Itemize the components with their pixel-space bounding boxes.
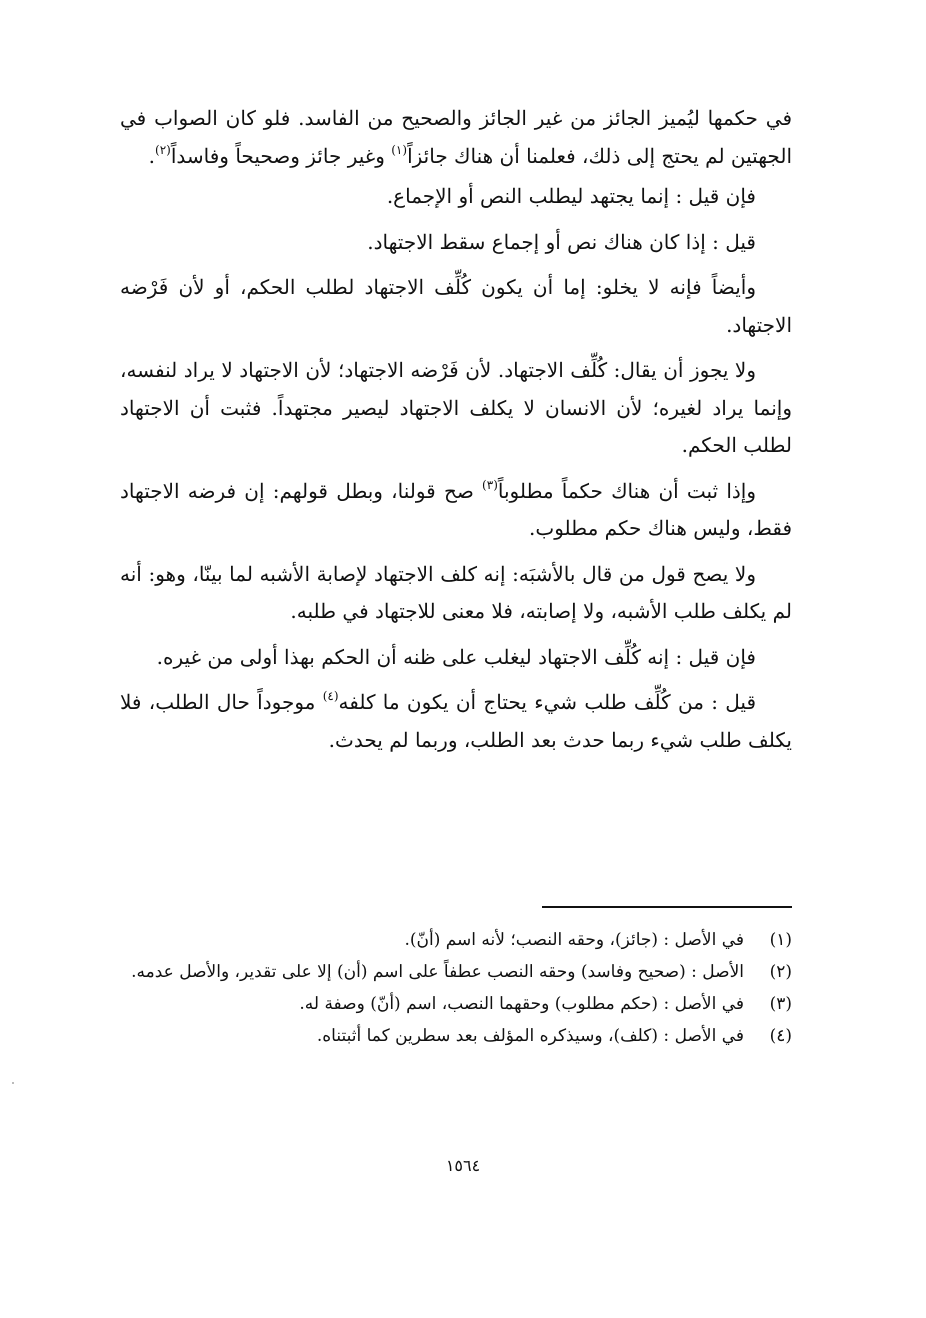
scan-speck (12, 1082, 14, 1084)
footnote-1-number: (١) (769, 930, 792, 950)
footnote-1 (120, 925, 792, 955)
paragraph-8: فإن قيل : إنه كُلِّف الاجتهاد ليغلب على ظنه أن الحكم بهذا أولى من غيره. (156, 644, 756, 669)
paragraph-5: ولا يجوز أن يقال: كُلِّف الاجتهاد. لأن فَرْضه الاجتهاد؛ لأن الاجتهاد لا يراد لنفسه، وإنما يراد لغيره؛ لأن الانسان لا يكلف الاجتهاد ليصير مجتهداً. فثبت أن الاجتهاد لطلب الحكم. (120, 358, 792, 457)
paragraph-6 (120, 473, 792, 548)
paragraph-1-text-a: في حكمها ليُميز الجائز من غير الجائز والصحيح من الفاسد. فلو كان الصواب في الجهتين لم يحتج إلى ذلك، فعلمنا أن هناك جائزاً (120, 106, 792, 168)
footnote-marker-4: (٤) (322, 689, 339, 703)
footnote-2 (120, 957, 792, 987)
footnote-marker-3: (٣) (482, 477, 498, 492)
page-number: ١٥٦٤ (445, 1156, 481, 1175)
footnote-marker-2: (٢) (155, 142, 171, 157)
main-text (120, 100, 792, 767)
footnote-1-text: في الأصل : (جائز)، وحقه النصب؛ لأنه اسم (أنّ). (404, 930, 744, 950)
paragraph-6-text-b: صح قولنا، وبطل قولهم: إن فرضه الاجتهاد فقط، وليس هناك حكم مطلوب. (120, 478, 792, 540)
footnote-3-number: (٣) (769, 994, 792, 1014)
footnote-3-text: في الأصل : (حكم مطلوب) وحقهما النصب، اسم (أنّ) وصفة له. (299, 994, 744, 1014)
paragraph-9-text-b: موجوداً حال الطلب، فلا يكلف طلب شيء ربما حدث بعد الطلب، وربما لم يحدث. (120, 690, 792, 752)
footnote-2-text: الأصل : (صحيح وفاسد) وحقه النصب عطفاً على اسم (أن) إلا على تقدير، والأصل عدمه. (131, 962, 744, 982)
footnote-2-number: (٢) (769, 962, 792, 982)
paragraph-4: وأيضاً فإنه لا يخلو: إما أن يكون كُلِّف الاجتهاد لطلب الحكم، أو لأن فَرْضه الاجتهاد. (120, 275, 792, 337)
paragraph-2: فإن قيل : إنما يجتهد ليطلب النص أو الإجماع. (386, 184, 756, 208)
paragraph-1 (120, 100, 792, 175)
paragraph-3: قيل : إذا كان هناك نص أو إجماع سقط الاجتهاد. (367, 229, 756, 254)
paragraph-1-text-b: وغير جائز وصحيحاً وفاسداً (170, 143, 392, 168)
footnote-marker-1: (١) (391, 142, 408, 157)
footnote-3 (120, 989, 792, 1019)
paragraph-6-text-a: وإذا ثبت أن هناك حكماً مطلوباً (497, 478, 757, 503)
footnote-4-text: في الأصل : (كلف)، وسيذكره المؤلف بعد سطرين كما أثبتناه. (316, 1026, 744, 1046)
paragraph-9 (120, 684, 792, 759)
footnotes (120, 925, 792, 1053)
paragraph-9-text-a: قيل : من كُلِّف طلب شيء يحتاج أن يكون ما كلفه (338, 690, 757, 714)
paragraph-1-text-c: . (148, 143, 156, 168)
footnote-4-number: (٤) (769, 1026, 792, 1046)
footnote-4 (120, 1021, 792, 1051)
paragraph-7: ولا يصح قول من قال بالأشبَه: إنه كلف الاجتهاد لإصابة الأشبه لما بينّا، وهو: أنه لم يكلف طلب الأشبه، ولا إصابته، فلا معنى للاجتهاد في طلبه. (120, 561, 792, 623)
footnote-separator (542, 906, 792, 908)
